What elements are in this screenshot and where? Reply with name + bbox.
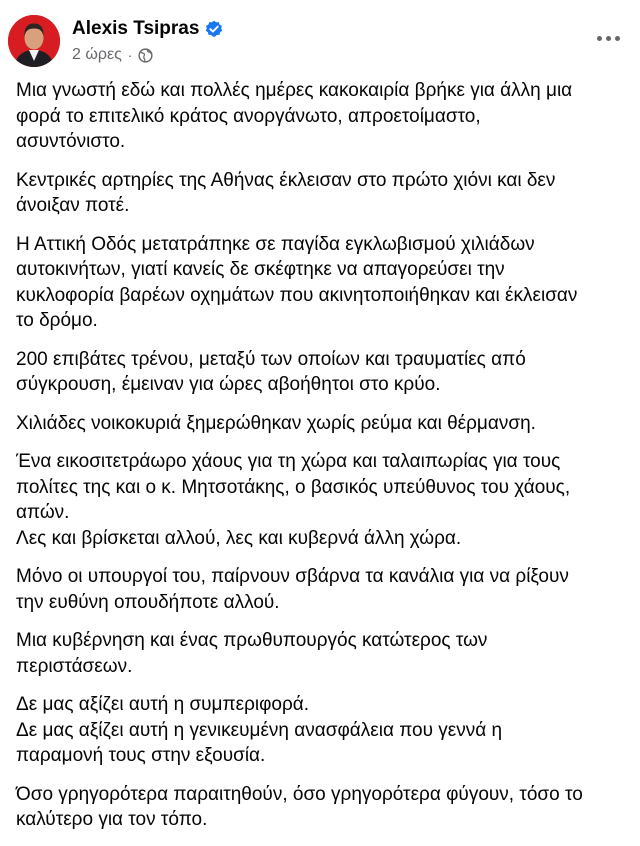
author-line	[72, 18, 223, 40]
text-line: Μόνο οι υπουργοί του, παίρνουν σβάρνα τα κανάλια για να ρίξουν	[16, 566, 569, 587]
text-line: Χιλιάδες νοικοκυριά ξημερώθηκαν χωρίς ρεύμα και θέρμανση.	[16, 412, 536, 434]
avatar[interactable]	[8, 15, 60, 67]
text-line: Όσο γρηγορότερα παραιτηθούν, όσο γρηγορότερα φύγουν, τόσο το	[16, 783, 583, 805]
text-line: σύγκρουση, έμειναν για ώρες αβοήθητοι στο κρύο.	[16, 374, 441, 395]
text-line: Δε μας αξίζει αυτή η γενικευμένη ανασφάλεια που γεννά η	[16, 719, 503, 741]
post-time[interactable]: 2 ώρες	[72, 46, 122, 63]
post-paragraph	[16, 564, 630, 615]
post-paragraph	[16, 449, 630, 551]
text-line: πολίτες της και ο κ. Μητσοτάκης, ο βασικός υπεύθυνος του χάους,	[16, 476, 571, 498]
more-options-icon	[597, 36, 602, 41]
post-paragraph	[16, 782, 630, 833]
post-paragraph	[16, 232, 630, 334]
text-line: αυτοκινήτων, γιατί κανείς δε σκέφτηκε να απαγορεύσει την	[16, 259, 505, 280]
post-paragraph	[16, 628, 630, 679]
text-line: το δρόμο.	[16, 310, 98, 331]
text-line: κυκλοφορία βαρέων οχημάτων που ακινητοποιήθηκαν και έκλεισαν	[16, 284, 578, 306]
post-header	[8, 8, 632, 68]
post-paragraph	[16, 78, 630, 155]
text-line: Μια γνωστή εδώ και πολλές ημέρες κακοκαιρία βρήκε για άλλη μια	[16, 80, 573, 101]
text-line: ασυντόνιστο.	[16, 131, 126, 152]
text-line: καλύτερο για τον τόπο.	[16, 809, 208, 830]
post-paragraph	[16, 347, 630, 398]
text-line: την ευθύνη οπουδήποτε αλλού.	[16, 591, 280, 613]
profile-photo-icon	[8, 15, 60, 67]
text-line: Ένα εικοσιτετράωρο χάους για τη χώρα και ταλαιπωρίας για τους	[16, 451, 561, 472]
more-options-button[interactable]	[590, 26, 626, 50]
text-line: απών.	[16, 502, 70, 523]
text-line: άνοιξαν ποτέ.	[16, 195, 130, 216]
post-paragraph	[16, 692, 630, 769]
post-meta	[72, 46, 153, 64]
meta-separator: ·	[127, 47, 133, 63]
text-line: Λες και βρίσκεται αλλού, λες και κυβερνά άλλη χώρα.	[16, 527, 462, 549]
text-line: Μια κυβέρνηση και ένας πρωθυπουργός κατώτερος των	[16, 630, 488, 651]
text-line: 200 επιβάτες τρένου, μεταξύ των οποίων και τραυματίες από	[16, 348, 526, 370]
verified-badge-icon	[205, 20, 223, 38]
text-line: φορά το επιτελικό κράτος ανοργάνωτο, απροετοίμαστο,	[16, 105, 481, 127]
author-name[interactable]: Alexis Tsipras	[72, 18, 200, 39]
text-line: παραμονή τους στην εξουσία.	[16, 745, 266, 766]
text-line: περιστάσεων.	[16, 655, 133, 677]
globe-icon[interactable]	[138, 48, 153, 63]
text-line: Η Αττική Οδός μετατράπηκε σε παγίδα εγκλωβισμού χιλιάδων	[16, 233, 535, 255]
post-text	[16, 78, 630, 846]
text-line: Δε μας αξίζει αυτή η συμπεριφορά.	[16, 694, 310, 715]
text-line: Κεντρικές αρτηρίες της Αθήνας έκλεισαν στο πρώτο χιόνι και δεν	[16, 169, 556, 191]
post-paragraph	[16, 411, 630, 437]
post-paragraph	[16, 168, 630, 219]
